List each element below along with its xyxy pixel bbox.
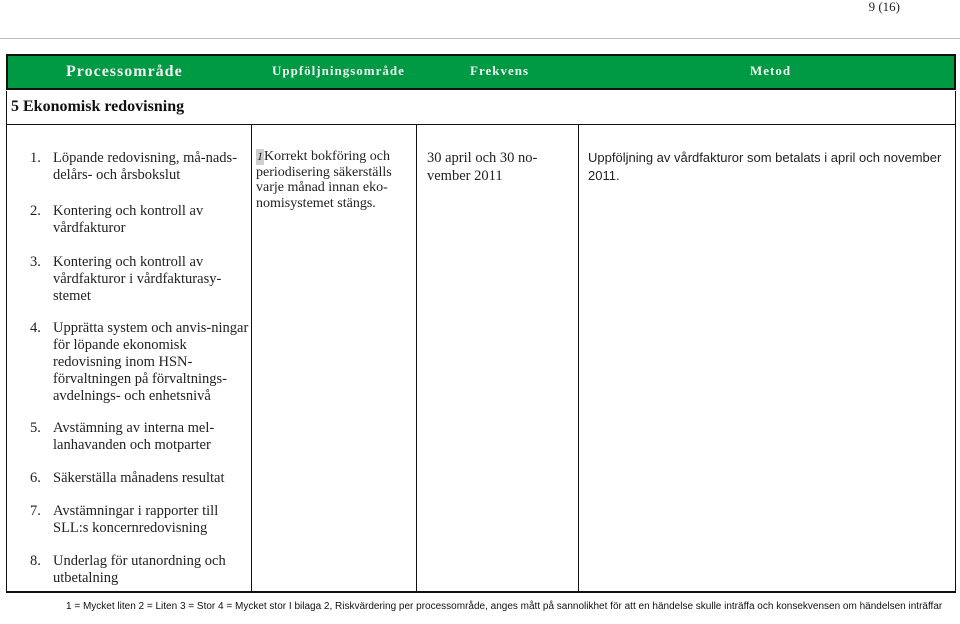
item-text: Underlag för utanordning och utbetalning xyxy=(53,553,226,586)
section-title: 5 Ekonomisk redovisning xyxy=(11,98,185,115)
method-cell: Uppföljning av vårdfakturor som betalats i april och november 2011. xyxy=(588,150,942,183)
item-number: 6. xyxy=(30,470,41,486)
item-number: 3. xyxy=(30,254,41,270)
item-number: 7. xyxy=(30,503,41,519)
frequency-cell: 30 april och 30 no-vember 2011 xyxy=(427,150,538,184)
item-number: 4. xyxy=(30,320,41,336)
item-number: 5. xyxy=(30,420,41,436)
top-rule xyxy=(0,38,960,39)
header-metod: Metod xyxy=(750,63,792,78)
header-uppfoljningsomrade: Uppföljningsområde xyxy=(272,63,405,78)
header-processomrade: Processområde xyxy=(66,63,183,80)
header-frekvens: Frekvens xyxy=(470,63,530,78)
column-divider xyxy=(416,125,417,593)
item-text: Löpande redovisning, må-nads- delårs- och årsbokslut xyxy=(53,150,238,183)
item-text: Upprätta system och anvis-ningar för löpande ekonomisk redovisning inom HSN-förvaltningen på förvaltnings-avdelnings- och enhetsnivå xyxy=(53,320,249,404)
risk-marker: 1 xyxy=(257,149,263,163)
footnote: 1 = Mycket liten 2 = Liten 3 = Stor 4 = Mycket stor I bilaga 2, Riskvärdering per processområde, anges mått på sannolikhet för att en händelse skulle inträffa och konsekvensen om händelsen inträffar xyxy=(66,601,943,612)
item-number: 1. xyxy=(30,150,41,166)
item-text: Avstämning av interna mel-lanhavanden och motparter xyxy=(53,420,215,453)
item-text: Kontering och kontroll av vårdfakturor xyxy=(53,203,204,236)
section-row xyxy=(6,91,956,125)
table-header xyxy=(6,54,956,90)
item-text: Säkerställa månadens resultat xyxy=(53,470,225,486)
item-number: 2. xyxy=(30,203,41,219)
column-divider xyxy=(578,125,579,593)
followup-text: Korrekt bokföring och periodisering säkerställs varje månad innan eko-nomisystemet stängs. xyxy=(256,149,392,211)
followup-cell xyxy=(256,149,416,211)
item-text: Kontering och kontroll av vårdfakturor i vårdfakturasy-stemet xyxy=(53,254,222,304)
item-text: Avstämningar i rapporter till SLL:s koncernredovisning xyxy=(53,503,219,536)
item-number: 8. xyxy=(30,553,41,569)
page-number: 9 (16) xyxy=(868,0,900,14)
